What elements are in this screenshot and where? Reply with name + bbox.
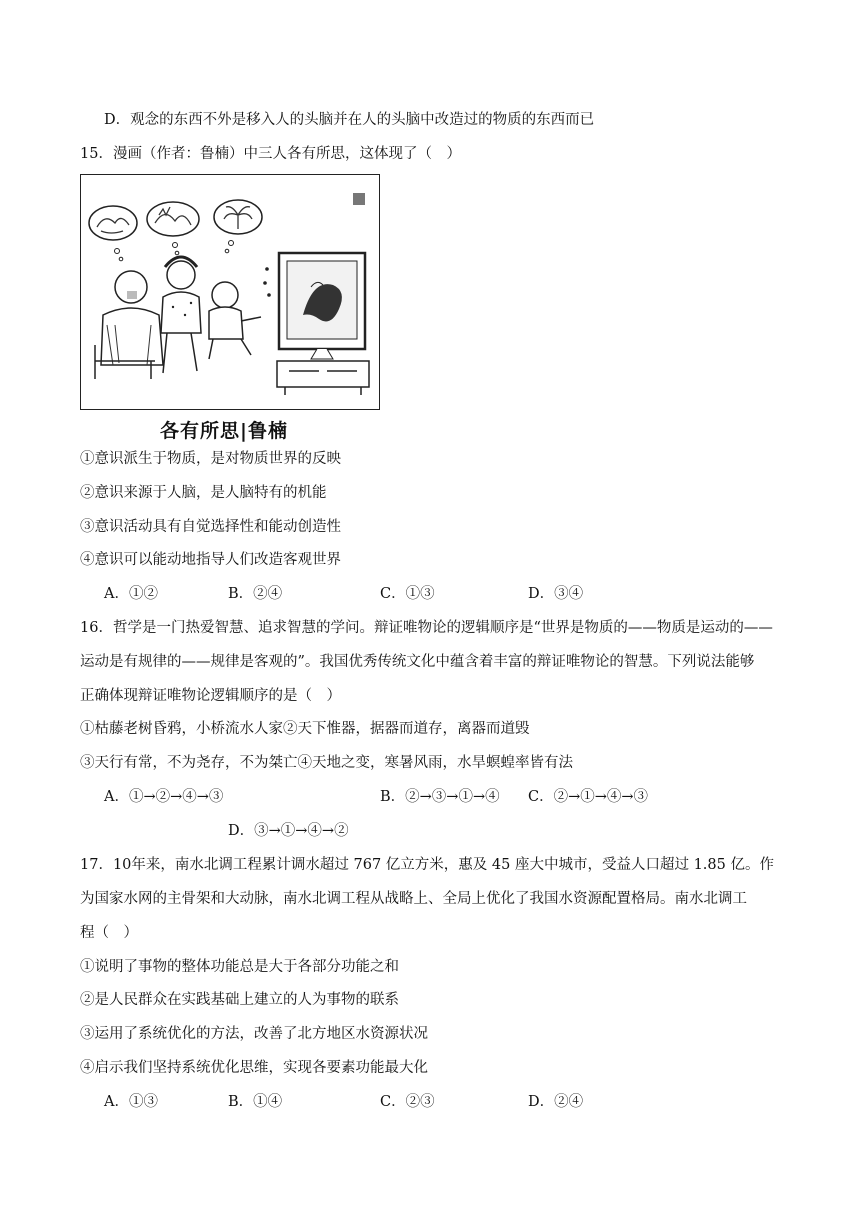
q15-option-d[interactable]: D．③④	[528, 586, 584, 602]
q17-option-b[interactable]: B．①④	[228, 1094, 283, 1110]
cartoon-image	[80, 174, 380, 410]
q15-option-c[interactable]: C．①③	[380, 586, 435, 602]
q16-stem-line-3: 正确体现辩证唯物论逻辑顺序的是（ ）	[80, 688, 341, 704]
q15-option-a[interactable]: A．①②	[104, 586, 158, 602]
q15-option-b[interactable]: B．②④	[228, 586, 283, 602]
cartoon-caption: 各有所思|鲁楠	[160, 420, 288, 442]
q16-stem-line-2: 运动是有规律的——规律是客观的”。我国优秀传统文化中蕴含着丰富的辩证唯物论的智慧。下列说法能够	[80, 654, 755, 670]
q17-option-d[interactable]: D．②④	[528, 1094, 584, 1110]
q17-stem-line-2: 为国家水网的主骨架和大动脉，南水北调工程从战略上、全局上优化了我国水资源配置格局。南水北调工	[80, 891, 747, 907]
q16-stem-line-1: 16．哲学是一门热爱智慧、追求智慧的学问。辩证唯物论的逻辑顺序是“世界是物质的——物质是运动的——	[80, 620, 773, 636]
q16-option-d[interactable]: D．③→①→④→②	[228, 823, 349, 839]
q15-statement-3: ③意识活动具有自觉选择性和能动创造性	[80, 519, 341, 535]
q14-option-d: D．观念的东西不外是移入人的头脑并在人的头脑中改造过的物质的东西而已	[104, 112, 595, 128]
q16-option-c[interactable]: C．②→①→④→③	[528, 789, 649, 805]
q17-statement-3: ③运用了系统优化的方法，改善了北方地区水资源状况	[80, 1026, 428, 1042]
q17-statement-4: ④启示我们坚持系统优化思维，实现各要素功能最大化	[80, 1060, 428, 1076]
q16-option-a[interactable]: A．①→②→④→③	[104, 789, 224, 805]
q17-stem-line-1: 17．10年来，南水北调工程累计调水超过 767 亿立方米，惠及 45 座大中城市，受益人口超过 1.85 亿。作	[80, 857, 774, 873]
q17-stem-line-3: 程（ ）	[80, 925, 138, 941]
q16-option-b[interactable]: B．②→③→①→④	[380, 789, 500, 805]
q15-statement-1: ①意识派生于物质，是对物质世界的反映	[80, 451, 341, 467]
q15-stem: 15．漫画（作者：鲁楠）中三人各有所思，这体现了（ ）	[80, 146, 461, 162]
q17-option-c[interactable]: C．②③	[380, 1094, 435, 1110]
q15-statement-4: ④意识可以能动地指导人们改造客观世界	[80, 552, 341, 568]
q15-statement-2: ②意识来源于人脑，是人脑特有的机能	[80, 485, 327, 501]
q17-option-a[interactable]: A．①③	[104, 1094, 158, 1110]
q16-statement-line-1: ①枯藤老树昏鸦，小桥流水人家②天下惟器，据器而道存，离器而道毁	[80, 721, 530, 737]
q17-statement-1: ①说明了事物的整体功能总是大于各部分功能之和	[80, 959, 399, 975]
q16-statement-line-2: ③天行有常，不为尧存，不为桀亡④天地之变，寒暑风雨，水旱螟蝗率皆有法	[80, 755, 573, 771]
q17-statement-2: ②是人民群众在实践基础上建立的人为事物的联系	[80, 992, 399, 1008]
cartoon-drawing	[81, 175, 380, 410]
